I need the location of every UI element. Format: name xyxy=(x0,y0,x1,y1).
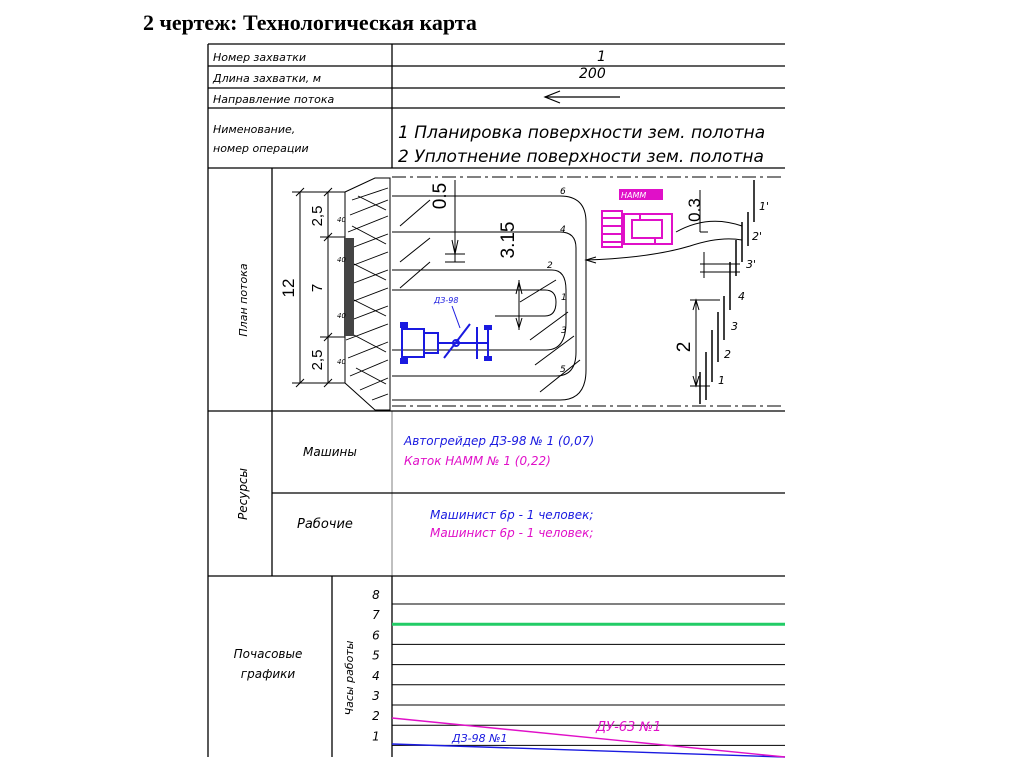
grader-label: ДЗ-98 xyxy=(434,296,459,305)
motor-grader xyxy=(400,322,492,364)
roadway-edges xyxy=(392,177,785,406)
schedule-axis-label: Часы работы xyxy=(343,640,356,716)
dim-offset-c: 0.3 xyxy=(685,198,704,222)
stair-label-3: 3 xyxy=(731,320,738,333)
grader-pass-paths xyxy=(392,196,586,400)
hour-tick-8: 8 xyxy=(372,588,380,602)
pass-number-5: 5 xyxy=(560,365,566,375)
stair-label-3p: 3' xyxy=(746,258,757,271)
worker-roller-operator: Машинист 6р - 1 человек; xyxy=(430,526,594,540)
hour-tick-7: 7 xyxy=(372,608,380,623)
lot-length-label: Длина захватки, м xyxy=(213,72,322,85)
stair-label-1: 1 xyxy=(718,374,725,387)
pass-number-1: 1 xyxy=(561,293,567,303)
hour-tick-1: 1 xyxy=(372,729,380,744)
stair-label-2: 2 xyxy=(724,348,731,361)
embankment-slope xyxy=(344,178,390,410)
series-label-dz98: ДЗ-98 №1 xyxy=(452,732,508,745)
grader-leader-line xyxy=(452,306,460,328)
hour-tick-6: 6 xyxy=(372,628,380,643)
lot-number-value: 1 xyxy=(597,49,606,65)
machines-label: Машины xyxy=(303,445,357,459)
pass-number-2: 2 xyxy=(547,261,553,271)
pass-number-4: 4 xyxy=(560,225,566,235)
pass-number-6: 6 xyxy=(560,187,566,197)
hour-tick-5: 5 xyxy=(372,648,380,663)
hour-tick-2: 2 xyxy=(372,709,380,724)
operation-1: 1 Планировка поверхности зем. полотна xyxy=(398,123,766,143)
lot-length-value: 200 xyxy=(579,66,606,82)
machine-roller: Каток НАММ № 1 (0,22) xyxy=(404,454,551,468)
operations-label-line1: Нименование, xyxy=(213,123,296,136)
stair-label-2p: 2' xyxy=(752,230,763,243)
hour-tick-3: 3 xyxy=(372,689,380,703)
stair-label-1p: 1' xyxy=(759,200,770,213)
hour-tick-4: 4 xyxy=(372,668,380,683)
flow-direction-arrow xyxy=(545,91,620,103)
dim-offset-a: 0.5 xyxy=(430,182,451,210)
dim-stair-step: 2 xyxy=(674,341,695,353)
stair-label-4: 4 xyxy=(738,290,745,303)
slope-mark-2: 40 xyxy=(337,256,346,264)
schedule-label-line1: Почасовые xyxy=(233,647,303,661)
road-roller xyxy=(602,211,672,247)
slope-mark-1: 40 xyxy=(337,216,346,224)
workers-label: Рабочие xyxy=(297,517,353,532)
roller-pass-stairs xyxy=(700,180,757,404)
slope-mark-4: 40 xyxy=(337,358,346,366)
operations-label-line2: номер операции xyxy=(213,142,309,155)
dim-offset-b: 3.15 xyxy=(498,221,519,259)
dim-total-width: 12 xyxy=(279,278,298,298)
dim-top-shoulder: 2,5 xyxy=(309,205,326,227)
roller-label: НАММ xyxy=(621,191,647,200)
schedule-series xyxy=(392,718,785,757)
slide-title: 2 чертеж: Технологическая карта xyxy=(143,10,477,35)
machine-grader: Автогрейдер ДЗ-98 № 1 (0,07) xyxy=(404,434,595,448)
pass-number-3: 3 xyxy=(561,326,567,336)
dim-roadway: 7 xyxy=(309,283,326,293)
lot-number-label: Номер захватки xyxy=(213,51,307,64)
flow-direction-label: Направление потока xyxy=(213,93,335,106)
worker-grader-operator: Машинист 6р - 1 человек; xyxy=(430,508,594,522)
plan-section-label: План потока xyxy=(237,263,250,337)
schedule-label-line2: графики xyxy=(240,667,296,681)
operation-2: 2 Уплотнение поверхности зем. полотна xyxy=(398,147,764,167)
resources-section-label: Ресурсы xyxy=(236,467,250,521)
dim-bottom-shoulder: 2,5 xyxy=(309,349,326,371)
slope-mark-3: 40 xyxy=(337,312,346,320)
series-label-du63: ДУ-63 №1 xyxy=(596,720,662,735)
